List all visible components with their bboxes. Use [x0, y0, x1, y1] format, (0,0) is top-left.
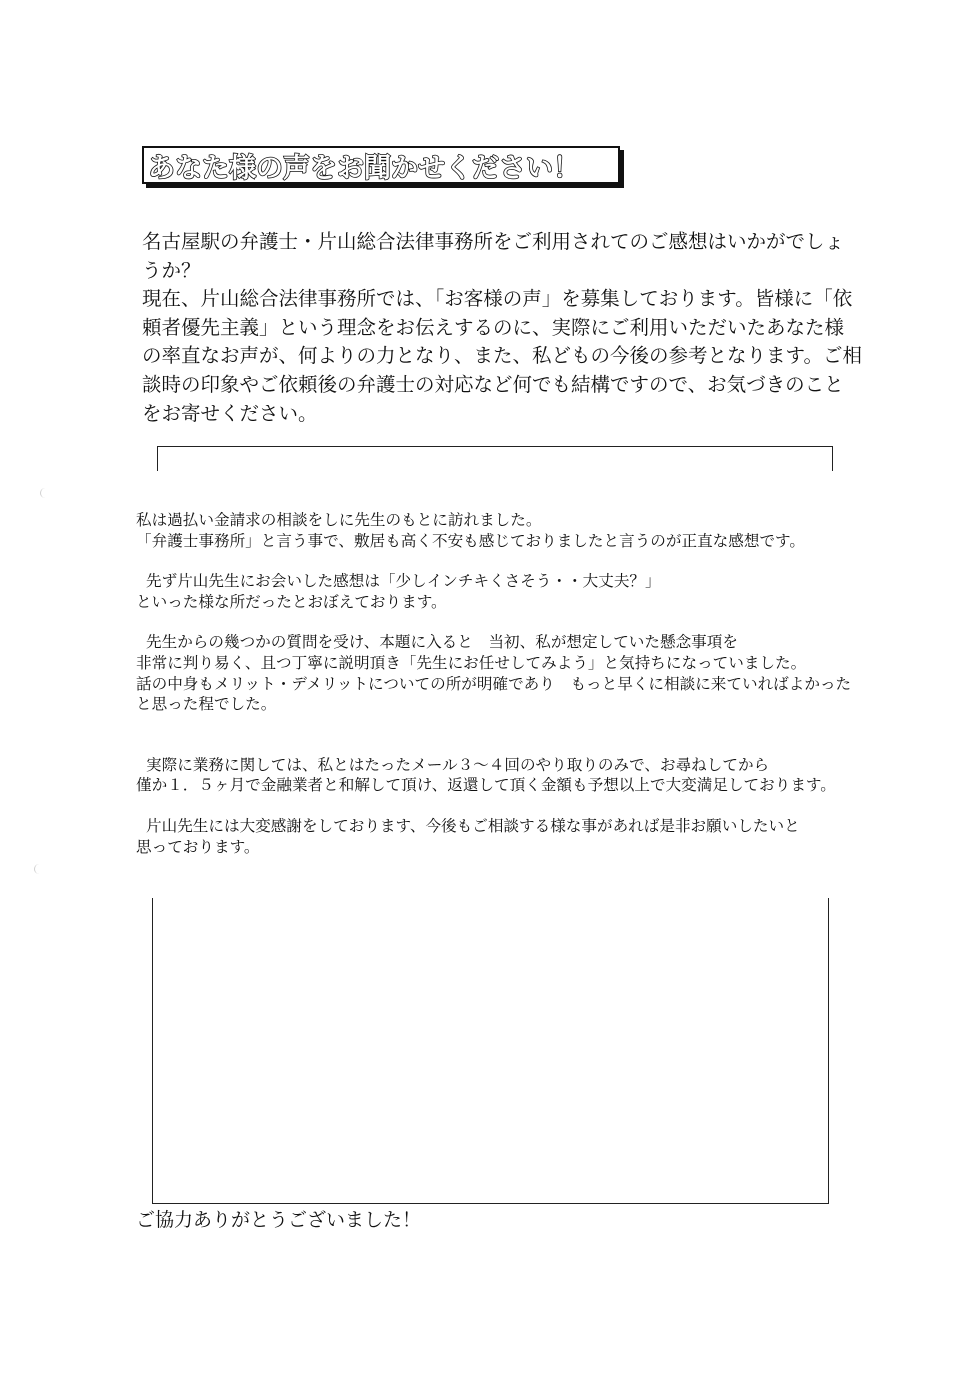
customer-voice	[136, 510, 876, 857]
intro-question: 名古屋駅の弁護士・片山総合法律事務所をご利用されてのご感想はいかがでしょうか？	[142, 230, 845, 282]
voice-line: 片山先生には大変感謝をしております、今後もご相談する様な事があれば是非お願いしたいと	[146, 816, 800, 835]
thanks-message: ご協力ありがとうございました！	[136, 1209, 422, 1231]
voice-line: 話の中身もメリット・デメリットについての所が明確であり もっと早くに相談に来ていればよかった	[136, 674, 852, 693]
scan-mark	[40, 488, 51, 498]
voice-paragraph-4	[136, 755, 876, 796]
voice-line: と思った程でした。	[136, 695, 277, 714]
intro-text	[142, 228, 862, 428]
scan-mark	[34, 864, 45, 874]
voice-line: 先生からの幾つかの質問を受け、本題に入ると 当初、私が想定していた懸念事項を	[146, 633, 738, 652]
voice-line: といった様な所だったとおぼえております。	[136, 592, 447, 611]
voice-paragraph-5	[136, 816, 876, 857]
comment-frame-top	[157, 446, 833, 471]
voice-paragraph-3	[136, 632, 876, 714]
voice-line: 私は過払い金請求の相談をしに先生のもとに訪れました。	[136, 511, 542, 529]
comment-frame-bottom	[152, 898, 829, 1204]
voice-line: 「弁護士事務所」と言う事で、敷居も高く不安も感じておりましたと言うのが正直な感想です。	[136, 531, 805, 550]
voice-line: 思っております。	[136, 837, 260, 856]
voice-paragraph-2	[136, 571, 876, 612]
voice-line: 先ず片山先生にお会いした感想は「少しインチキくさそう・・大丈夫？」	[146, 572, 661, 591]
intro-body: 現在、片山総合法律事務所では、「お客様の声」を募集しております。皆様に「依頼者優先主義」という理念をお伝えするのに、実際にご利用いただいたあなた様の率直なお声が、何よりの力となり、また、私どもの今後の参考となります。ご相談時の印象やご依頼後の弁護士の対応など何でも結構ですので、お気づきのことをお寄せください。	[142, 287, 862, 425]
voice-line: 非常に判り易く、且つ丁寧に説明頂き「先生にお任せしてみよう」と気持ちになっていました。	[136, 653, 807, 672]
voice-line: 僅か１．５ヶ月で金融業者と和解して頂け、返還して頂く金額も予想以上で大変満足しております。	[136, 776, 836, 795]
voice-line: 実際に業務に関しては、私とはたったメール３～４回のやり取りのみで、お尋ねしてから	[146, 755, 770, 774]
heading-box	[142, 146, 620, 184]
voice-paragraph-1	[136, 510, 876, 551]
page-title: あなた様の声をお聞かせください！	[148, 152, 580, 184]
